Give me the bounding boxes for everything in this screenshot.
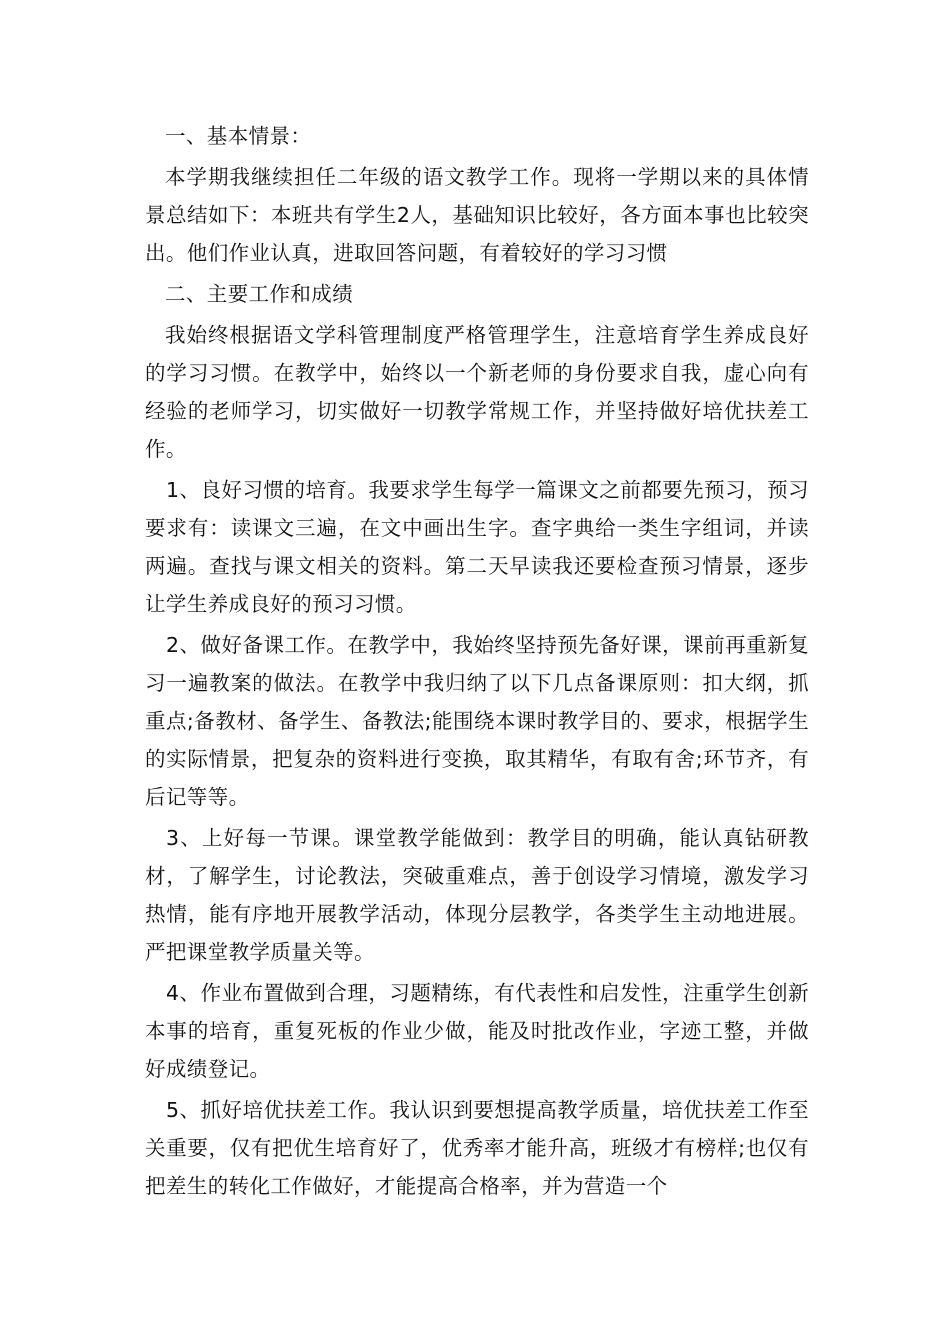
paragraph-habit-cultivation: 1、良好习惯的培育。我要求学生每学一篇课文之前都要先预习，预习要求有：读课文三遍，在文中画出生字。查字典给一类生字组词，并读两遍。查找与课文相关的资料。第二天早读我还要检查预习情景，逐步让学生养成良好的预习习惯。 — [145, 478, 809, 616]
paragraph-lesson-prep: 2、做好备课工作。在教学中，我始终坚持预先备好课，课前再重新复习一遍教案的做法。在教学中我归纳了以下几点备课原则：扣大纲，抓重点;备教材、备学生、备教法;能围绕本课时教学目的、要求，根据学生的实际情景，把复杂的资料进行变换，取其精华，有取有舍;环节齐，有后记等等。 — [145, 633, 809, 809]
heading-main-work: 二、主要工作和成绩 — [165, 282, 354, 306]
document-page — [145, 117, 809, 1205]
paragraph-basic-situation: 本学期我继续担任二年级的语文教学工作。现将一学期以来的具体情景总结如下：本班共有学生2人，基础知识比较好，各方面本事也比较突出。他们作业认真，进取回答问题，有着较好的学习习惯 — [145, 165, 809, 265]
paragraph-classroom-teaching: 3、上好每一节课。课堂教学能做到：教学目的明确，能认真钻研教材，了解学生，讨论教法，突破重难点，善于创设学习情境，激发学习热情，能有序地开展教学活动，体现分层教学，各类学生主动地进展。严把课堂教学质量关等。 — [145, 826, 809, 964]
paragraph-homework: 4、作业布置做到合理，习题精练，有代表性和启发性，注重学生创新本事的培育，重复死板的作业少做，能及时批改作业，字迹工整，并做好成绩登记。 — [145, 981, 809, 1081]
paragraph-tutoring: 5、抓好培优扶差工作。我认识到要想提高教学质量，培优扶差工作至关重要，仅有把优生培育好了，优秀率才能升高，班级才有榜样;也仅有把差生的转化工作做好，才能提高合格率，并为营造一个 — [145, 1098, 809, 1198]
heading-basic-situation: 一、基本情景： — [165, 124, 312, 148]
paragraph-management: 我始终根据语文学科管理制度严格管理学生，注意培育学生养成良好的学习习惯。在教学中，始终以一个新老师的身份要求自我，虚心向有经验的老师学习，切实做好一切教学常规工作，并坚持做好培优扶差工作。 — [145, 323, 809, 461]
